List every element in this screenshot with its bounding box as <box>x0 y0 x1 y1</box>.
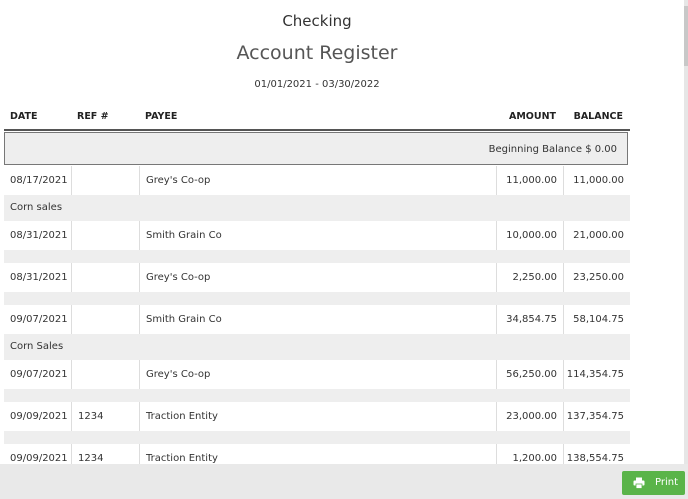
date-range: 01/01/2021 - 03/30/2022 <box>254 79 380 90</box>
print-button-label: Print <box>655 477 679 488</box>
column-header-payee[interactable]: PAYEE <box>145 111 178 122</box>
date-cell: 09/09/2021 <box>10 411 68 422</box>
table-row[interactable] <box>4 305 630 334</box>
date-cell: 09/09/2021 <box>10 453 68 464</box>
beginning-balance: Beginning Balance $ 0.00 <box>488 144 617 155</box>
payee-cell: Grey's Co-op <box>139 166 496 195</box>
printer-icon <box>633 477 645 489</box>
balance-cell: 58,104.75 <box>563 305 630 334</box>
memo-row <box>4 389 630 402</box>
column-header-amount[interactable]: AMOUNT <box>508 111 556 122</box>
memo-row <box>4 250 630 263</box>
ref-cell: 1234 <box>71 444 139 473</box>
amount-cell: 11,000.00 <box>496 166 563 195</box>
amount-cell: 34,854.75 <box>496 305 563 334</box>
memo-row <box>4 334 630 360</box>
amount-cell: 23,000.00 <box>496 402 563 431</box>
ref-cell <box>71 360 139 389</box>
balance-cell: 114,354.75 <box>563 360 630 389</box>
balance-cell: 21,000.00 <box>563 221 630 250</box>
table-row[interactable] <box>4 402 630 431</box>
memo-row <box>4 195 630 221</box>
balance-cell: 23,250.00 <box>563 263 630 292</box>
memo-row <box>4 431 630 444</box>
balance-cell: 138,554.75 <box>563 444 630 473</box>
date-cell: 08/31/2021 <box>10 230 68 241</box>
scrollbar-thumb[interactable] <box>684 6 688 66</box>
column-headers <box>4 109 630 131</box>
payee-cell: Traction Entity <box>139 402 496 431</box>
table-row[interactable] <box>4 221 630 250</box>
date-cell: 08/31/2021 <box>10 272 68 283</box>
account-name: Checking <box>282 12 352 30</box>
table-row[interactable] <box>4 166 630 195</box>
column-header-ref[interactable]: REF # <box>77 111 109 122</box>
footer-bar <box>0 464 688 499</box>
amount-cell: 1,200.00 <box>496 444 563 473</box>
payee-cell: Smith Grain Co <box>139 305 496 334</box>
memo-text: Corn Sales <box>10 341 64 352</box>
column-header-date[interactable]: DATE <box>10 111 38 122</box>
beginning-balance-row <box>4 132 628 165</box>
payee-cell: Smith Grain Co <box>139 221 496 250</box>
report-title: Account Register <box>236 42 398 64</box>
memo-text: Corn sales <box>10 202 63 213</box>
column-header-balance[interactable]: BALANCE <box>573 111 623 122</box>
balance-cell: 11,000.00 <box>563 166 630 195</box>
balance-cell: 137,354.75 <box>563 402 630 431</box>
date-cell: 09/07/2021 <box>10 369 68 380</box>
date-cell: 08/17/2021 <box>10 175 68 186</box>
ref-cell <box>71 263 139 292</box>
payee-cell: Grey's Co-op <box>139 263 496 292</box>
payee-cell: Grey's Co-op <box>139 360 496 389</box>
ref-cell <box>71 221 139 250</box>
table-row[interactable] <box>4 360 630 389</box>
print-button[interactable] <box>622 471 685 495</box>
table-row[interactable] <box>4 263 630 292</box>
vertical-scrollbar[interactable] <box>684 0 688 470</box>
ref-cell <box>71 166 139 195</box>
memo-row <box>4 292 630 305</box>
amount-cell: 10,000.00 <box>496 221 563 250</box>
amount-cell: 2,250.00 <box>496 263 563 292</box>
date-cell: 09/07/2021 <box>10 314 68 325</box>
ref-cell: 1234 <box>71 402 139 431</box>
ref-cell <box>71 305 139 334</box>
amount-cell: 56,250.00 <box>496 360 563 389</box>
payee-cell: Traction Entity <box>139 444 496 473</box>
